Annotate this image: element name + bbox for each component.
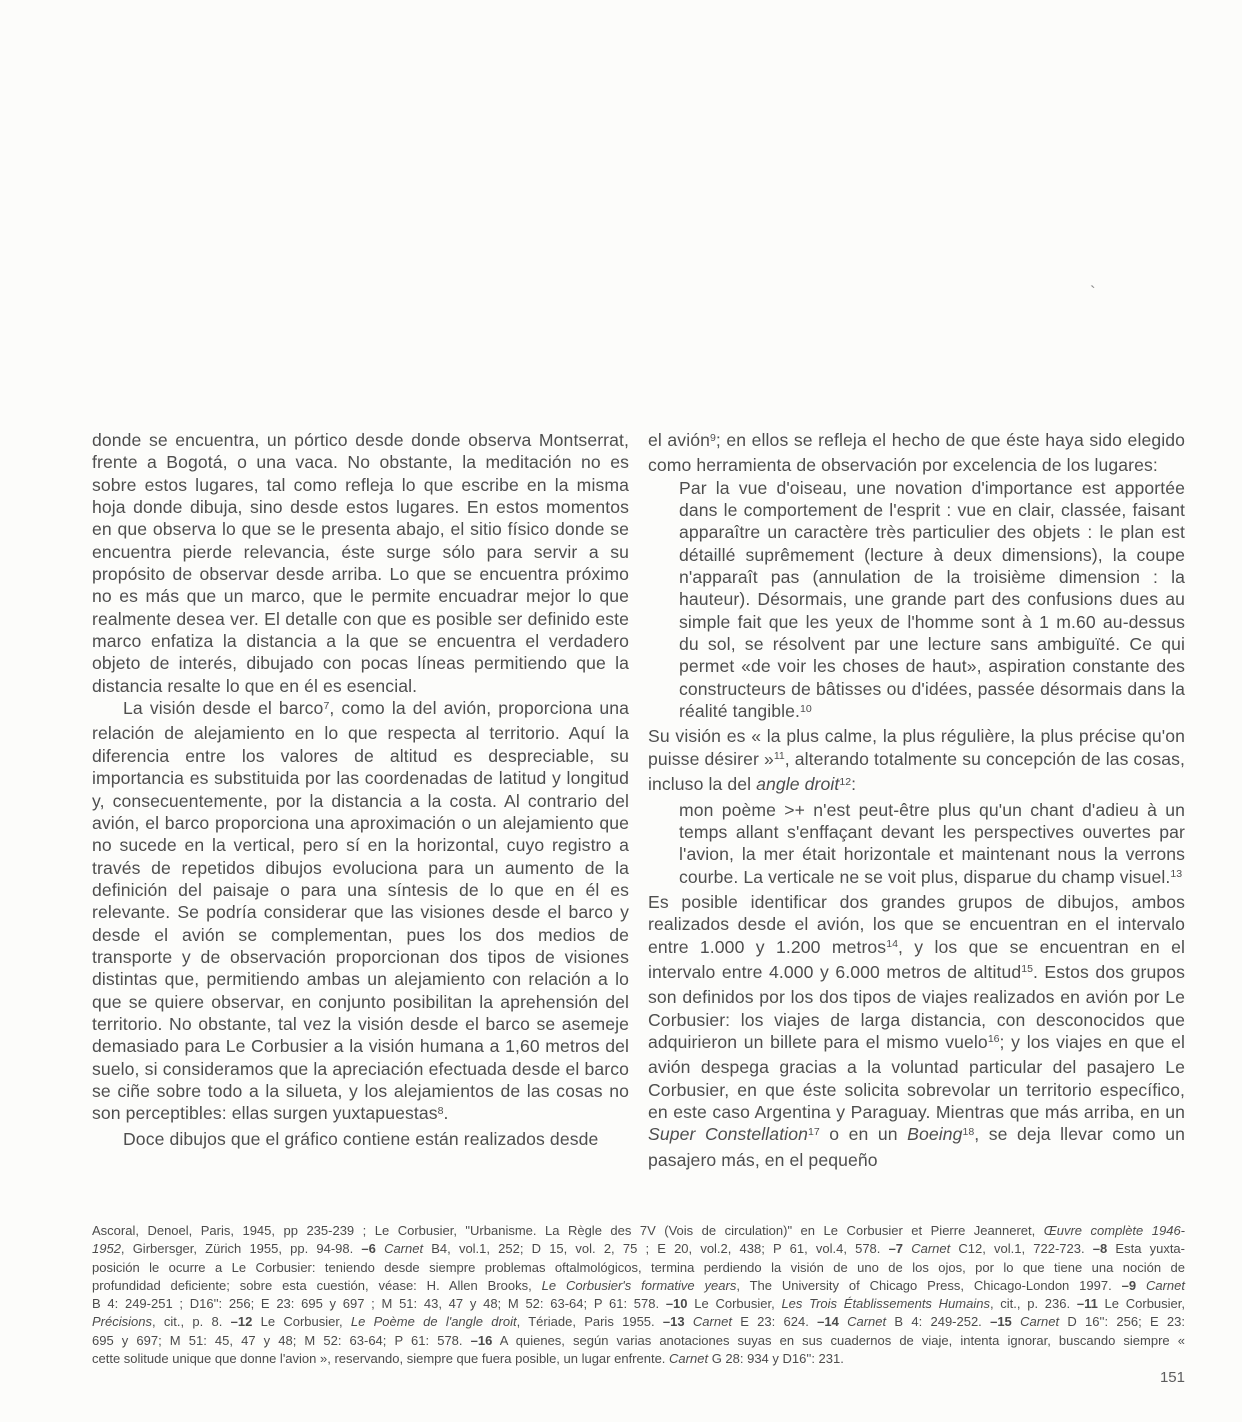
footnote-line: posición le ocurre a Le Corbusier: teniendo desde siempre problemas oftalmológicos, termina perdiendo la visión de uno de los ojos, por lo que tiene una noción de <box>92 1259 1185 1275</box>
footnote-line: cette solitude unique que donne l'avion », reservando, siempre que fuera posible, un lugar enfrente. Carnet G 28: 934 y D16'': 231. <box>92 1351 844 1367</box>
scan-artifact-tick: ` <box>1090 283 1096 302</box>
blockquote-mon-poeme: mon poème >+ n'est peut-être plus qu'un chant d'adieu à un temps allant s'enffaçant devant les perspectives ouvertes par l'avion, la mer était horizontale et maintenant nous la verrons courbe. La verticale ne se voit plus, disparue du champ visuel.$^{13}$ <box>679 799 1185 887</box>
paragraph-el-avion: el avión$^9$; en ellos se refleja el hecho de que éste haya sido elegido como herramienta de observación por excelencia de los lugares: <box>648 430 1185 476</box>
footnote-line: Ascoral, Denoel, Paris, 1945, pp 235-239 ; Le Corbusier, "Urbanisme. La Règle des 7V (Vois de circulation)" en Le Corbusier et Pierre Jeanneret, Œuvre complète 1946- <box>92 1223 1186 1238</box>
footnote-line: profundidad deficiente; sobre esta cuestión, véase: H. Allen Brooks, Le Corbusier's formative years, The University of Chicago Press, Chicago-London 1997. –9 Carnet <box>92 1277 1185 1293</box>
page-number: 151 <box>1159 1369 1185 1386</box>
left-column <box>92 429 629 1171</box>
right-column <box>648 429 1185 1171</box>
body-columns <box>92 429 1185 1171</box>
paragraph-su-vision: Su visión es « la plus calme, la plus régulière, la plus précise qu'on puisse désirer »$^{11}$, alterando totalmente su concepción de las cosas, incluso la del angle droit$^{12}$: <box>648 726 1185 795</box>
paragraph-dos-grupos: Es posible identificar dos grandes grupos de dibujos, ambos realizados desde el avión, los que se encuentran en el intervalo entre 1.000 y 1.200 metros$^{14}$, y los que se encuentran en el intervalo entre 4.000 y 6.000 metros de altitud$^{15}$. Estos dos grupos son definidos por los dos tipos de viajes realizados en avión por Le Corbusier: los viajes de larga distancia, con desconocidos que adquirieron un billete para el mismo vuelo$^{16}$; y los viajes en que el avión despega gracias a la voluntad particular del pasajero Le Corbusier, en que éste solicita sobrevolar un territorio específico, en este caso Argentina y Paraguay. Mientras que más arriba, en un Super Constellation$^{17}$ o en un Boeing$^{18}$, se deja llevar como un pasajero más, en el pequeño <box>648 891 1186 1170</box>
footnotes-block <box>92 1222 1185 1368</box>
footnote-line: B 4: 249-251 ; D16'': 256; E 23: 695 y 697 ; M 51: 43, 47 y 48; M 52: 63-64; P 61: 578. –10 Le Corbusier, Les Trois Établissements Humains, cit., p. 236. –11 Le Corbusier, <box>92 1296 1185 1312</box>
footnote-line: Précisions, cit., p. 8. –12 Le Corbusier, Le Poème de l'angle droit, Tériade, Paris 1955. –13 Carnet E 23: 624. –14 Carnet B 4: 249-252. –15 Carnet D 16'': 256; E 23: <box>92 1314 1185 1330</box>
paragraph-doce-dibujos: Doce dibujos que el gráfico contiene están realizados desde <box>123 1128 599 1149</box>
paragraph-vision-barco: La visión desde el barco$^7$, como la del avión, proporciona una relación de alejamiento en lo que respecta al territorio. Aquí la diferencia entre los valores de altitud es despreciable, su importancia es substituida por las coordenadas de latitud y longitud y, consecuentemente, por la distancia a la costa. Al contrario del avión, el barco proporciona una aproximación o un alejamiento que no sucede en la vertical, pero sí en la horizontal, cuyo registro a través de repetidos dibujos evoluciona para un aumento de la definición del paisaje o para una síntesis de lo que en él es relevante. Se podría considerar que las visiones desde el barco y desde el avión se complementan, pues los dos medios de transporte y de observación proporcionan dos tipos de visiones distintas que, permitiendo ambas un alejamiento con relación a lo que se quiere observar, en conjunto posibilitan la aprehensión del territorio. No obstante, tal vez la visión desde el barco se asemeje demasiado para Le Corbusier a la visión humana a 1,60 metros del suelo, si consideramos que la apreciación efectuada desde el barco se ciñe sobre todo a la silueta, y los alejamientos de las cosas no son perceptibles: ellas surgen yuxtapuestas$^8$. <box>92 698 629 1124</box>
footnote-line: 695 y 697; M 51: 45, 47 y 48; M 52: 63-64; P 61: 578. –16 A quienes, según varias anotaciones suyas en sus cuadernos de viaje, intenta ignorar, buscando siempre « <box>92 1332 1185 1348</box>
footnote-line: 1952, Girbersger, Zürich 1955, pp. 94-98. –6 Carnet B4, vol.1, 252; D 15, vol. 2, 75 ; E 20, vol.2, 438; P 61, vol.4, 578. –7 Carnet C12, vol.1, 722-723. –8 Esta yuxta- <box>92 1241 1185 1257</box>
blockquote-vue-oiseau: Par la vue d'oiseau, une novation d'importance est apportée dans le comportement de l'esprit : vue en clair, classée, faisant apparaître un caractère très particulier des objets : le plan est détaillé suprêmement (lecture à deux dimensions), la coupe n'apparaît pas (annulation de la troisième dimension : la hauteur). Désormais, une grande part des confusions dues au simple fait que les yeux de l'homme sont à 1 m.60 au-dessus du sol, se résolvent par une lecture sans ambiguïté. Ce qui permet «de voir les choses de haut», aspiration constante des constructeurs de bâtisses ou d'idées, passée désormais dans la réalité tangible.$^{10}$ <box>679 477 1185 722</box>
paragraph-continuation: donde se encuentra, un pórtico desde donde observa Montserrat, frente a Bogotá, o una vaca. No obstante, la meditación no es sobre estos lugares, tal como refleja lo que escribe en la misma hoja donde dibuja, sino desde estos lugares. En estos momentos en que observa lo que se le presenta abajo, el sitio físico donde se encuentra pierde relevancia, éste surge sólo para servir a su propósito de observar desde arriba. Lo que se encuentra próximo no es más que un marco, que le permite encuadrar mejor lo que realmente desea ver. El detalle con que es posible ser definido este marco enfatiza la distancia a la que se encuentra el verdadero objeto de interés, dibujado con pocas líneas permitiendo que la distancia resalte lo que en él es esencial. <box>92 430 629 696</box>
